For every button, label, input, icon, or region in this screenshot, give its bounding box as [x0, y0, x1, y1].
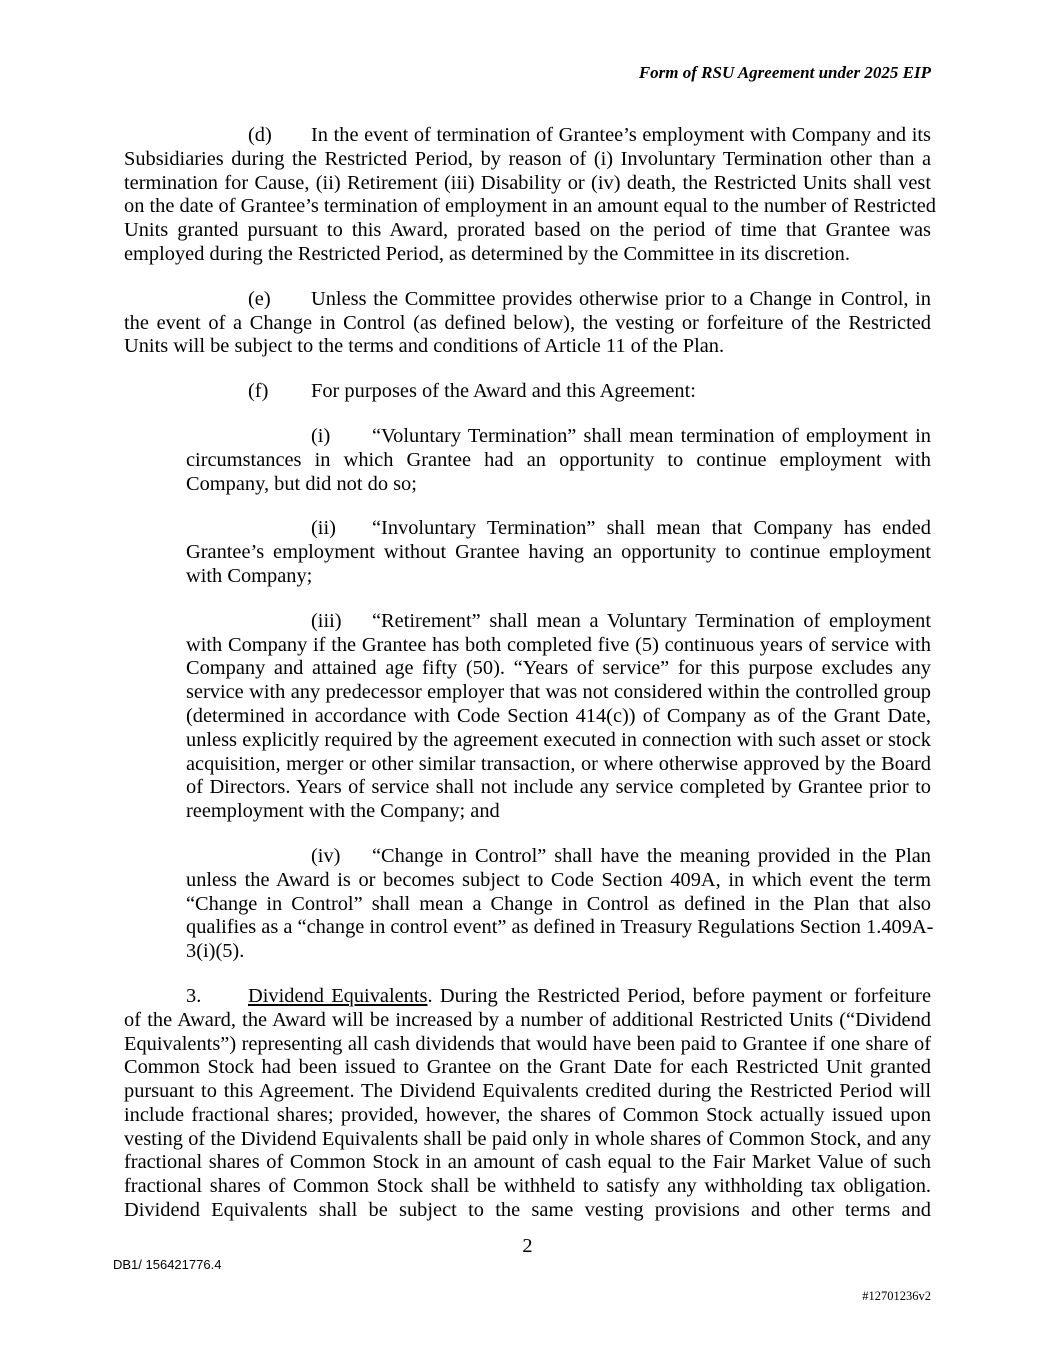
paragraph-line: Units will be subject to the terms and conditions of Article 11 of the Plan. — [124, 335, 725, 358]
paragraph-line: Subsidiaries during the Restricted Period, by reason of (i) Involuntary Termination other than a — [124, 147, 931, 170]
paragraph-line: Common Stock had been issued to Grantee on the Grant Date for each Restricted Unit granted — [124, 1056, 931, 1079]
paragraph-f — [124, 380, 931, 404]
document-body — [124, 124, 936, 1244]
paragraph-f-iv — [186, 844, 934, 964]
paragraph-first-line — [186, 517, 931, 541]
paragraph-f-iii — [186, 610, 931, 824]
paragraph-line: Units granted pursuant to this Award, prorated based on the period of time that Grantee was — [124, 219, 931, 242]
line-text-rest: . During the Restricted Period, before payment or forfeiture — [427, 984, 931, 1007]
section-3-dividend-equivalents — [124, 985, 931, 1223]
paragraph-number: (i) — [311, 424, 331, 447]
paragraph-number: (e) — [248, 287, 271, 310]
paragraph-line: acquisition, merger or other similar transaction, or where otherwise approved by the Board — [186, 752, 931, 775]
paragraph-line: of the Award, the Award will be increased by a number of additional Restricted Units (“Dividend — [124, 1008, 931, 1031]
paragraph-line: fractional shares of Common Stock in an amount of cash equal to the Fair Market Value of such — [124, 1151, 931, 1174]
paragraph-line: Dividend Equivalents shall be subject to the same vesting provisions and other terms and — [124, 1199, 931, 1222]
paragraph-line: Company and attained age fifty (50). “Years of service” for this purpose excludes any — [186, 657, 931, 680]
paragraph-line: with Company; — [186, 564, 313, 587]
paragraph-line: of Directors. Years of service shall not include any service completed by Grantee prior to — [186, 776, 931, 799]
line-text: In the event of termination of Grantee’s employment with Company and its — [311, 124, 931, 146]
paragraph-d — [124, 124, 936, 267]
paragraph-first-line — [124, 985, 931, 1009]
paragraph-line: vesting of the Dividend Equivalents shall be paid only in whole shares of Common Stock, and any — [124, 1127, 931, 1150]
paragraph-line: “Change in Control” shall mean a Change in Control as defined in the Plan that also — [186, 892, 931, 915]
paragraph-line: reemployment with the Company; and — [186, 800, 500, 823]
section-number: 3. — [186, 984, 202, 1007]
paragraph-line: termination for Cause, (ii) Retirement (iii) Disability or (iv) death, the Restricted Units shall vest — [124, 171, 931, 194]
line-text: “Involuntary Termination” shall mean that Company has ended — [372, 517, 931, 540]
paragraph-line: include fractional shares; provided, however, the shares of Common Stock actually issued upon — [124, 1103, 931, 1126]
running-header: Form of RSU Agreement under 2025 EIP — [638, 63, 931, 82]
paragraph-line: fractional shares of Common Stock shall be withheld to satisfy any withholding tax obligation. — [124, 1175, 931, 1198]
paragraph-line: (determined in accordance with Code Section 414(c)) of Company as of the Grant Date, — [186, 704, 931, 727]
line-text: “Change in Control” shall have the meaning provided in the Plan — [372, 844, 931, 867]
paragraph-line: Equivalents”) representing all cash dividends that would have been paid to Grantee if one share of — [124, 1032, 931, 1055]
section-heading: Dividend Equivalents — [248, 984, 428, 1007]
paragraph-f-i — [186, 425, 931, 496]
line-text — [248, 985, 931, 1009]
paragraph-number: (d) — [248, 124, 272, 146]
paragraph-first-line — [124, 288, 931, 312]
paragraph-number: (ii) — [311, 517, 336, 540]
paragraph-first-line — [124, 380, 931, 404]
line-text: “Voluntary Termination” shall mean termination of employment in — [372, 424, 931, 447]
document-version: #12701236v2 — [862, 1289, 931, 1303]
paragraph-f-ii — [186, 517, 931, 588]
paragraph-line: the event of a Change in Control (as defined below), the vesting or forfeiture of the Restricted — [124, 311, 931, 334]
paragraph-line: pursuant to this Agreement. The Dividend Equivalents credited during the Restricted Period will — [124, 1080, 931, 1103]
line-text: For purposes of the Award and this Agreement: — [311, 380, 696, 403]
paragraph-first-line — [186, 845, 931, 869]
paragraph-line: on the date of Grantee’s termination of employment in an amount equal to the number of Restricted — [124, 195, 936, 218]
paragraph-line: Company, but did not do so; — [186, 472, 417, 495]
paragraph-e — [124, 288, 931, 359]
paragraph-line: 3(i)(5). — [186, 940, 245, 963]
paragraph-first-line — [124, 124, 931, 148]
paragraph-line: qualifies as a “change in control event” as defined in Treasury Regulations Section 1.409A- — [186, 916, 934, 939]
paragraph-number: (f) — [248, 380, 269, 403]
paragraph-first-line — [186, 425, 931, 449]
paragraph-line: unless explicitly required by the agreement executed in connection with such asset or stock — [186, 728, 931, 751]
paragraph-line: service with any predecessor employer that was not considered within the controlled group — [186, 681, 931, 704]
paragraph-first-line — [186, 610, 931, 634]
paragraph-line: unless the Award is or becomes subject to Code Section 409A, in which event the term — [186, 868, 931, 891]
paragraph-line: circumstances in which Grantee had an opportunity to continue employment with — [186, 448, 931, 471]
paragraph-line: employed during the Restricted Period, as determined by the Committee in its discretion. — [124, 242, 850, 265]
line-text: Unless the Committee provides otherwise prior to a Change in Control, in — [311, 287, 931, 310]
paragraph-line: Grantee’s employment without Grantee having an opportunity to continue employment — [186, 541, 931, 564]
document-id: DB1/ 156421776.4 — [113, 1257, 222, 1272]
paragraph-number: (iii) — [311, 609, 342, 632]
paragraph-number: (iv) — [311, 844, 341, 867]
line-text: “Retirement” shall mean a Voluntary Termination of employment — [372, 609, 931, 632]
paragraph-line: with Company if the Grantee has both completed five (5) continuous years of service with — [186, 633, 931, 656]
page-number: 2 — [522, 1235, 533, 1257]
